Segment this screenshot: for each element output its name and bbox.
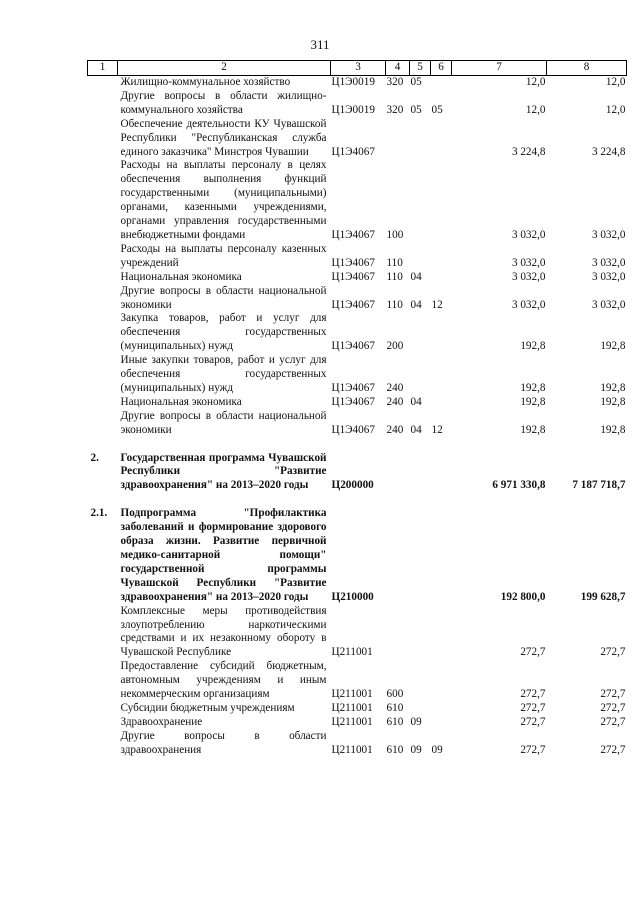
row-name: Национальная экономика — [120, 270, 242, 283]
section — [410, 118, 431, 160]
expense-type: 240 — [386, 423, 404, 436]
amount-year-1: 272,7 — [520, 743, 546, 756]
subsection — [431, 702, 452, 716]
section: 04 — [410, 395, 422, 408]
amount-year-1: 3 224,8 — [511, 145, 546, 158]
subsection: 12 — [431, 298, 443, 311]
expense-type: 240 — [386, 381, 404, 394]
amount-year-1: 12,0 — [525, 103, 546, 116]
subsection — [431, 507, 452, 604]
column-header: 6 — [431, 61, 452, 76]
column-header: 1 — [88, 61, 118, 76]
amount-year-2: 3 032,0 — [591, 256, 626, 269]
subsection — [431, 716, 452, 730]
target-article-code: Ц211001 — [331, 701, 373, 714]
row-number — [88, 271, 118, 285]
row-number — [88, 702, 118, 716]
table-row — [88, 702, 627, 716]
row-number — [88, 76, 118, 90]
table-row — [88, 159, 627, 242]
amount-year-1: 192,8 — [520, 395, 546, 408]
row-name: Подпрограмма "Профилактика заболеваний и формирование здорового образа жизни. Развитие первичной медико-санитарной помощи" государственной программы Чувашской Республики "Развитие здравоохранения" на 2013–2020 годы — [120, 507, 327, 603]
amount-year-2: 7 187 718,7 — [572, 479, 626, 492]
amount-year-2: 192,8 — [600, 340, 626, 353]
target-article-code: Ц1Э4067 — [331, 256, 375, 269]
row-name: Иные закупки товаров, работ и услуг для обеспечения государственных (муниципальных) нужд — [120, 354, 327, 394]
expense-type — [386, 452, 410, 494]
target-article-code: Ц211001 — [331, 688, 373, 701]
amount-year-1: 3 032,0 — [511, 228, 546, 241]
amount-year-2: 3 032,0 — [591, 228, 626, 241]
row-number — [88, 90, 118, 118]
amount-year-2: 12,0 — [605, 76, 626, 88]
column-header: 2 — [118, 61, 331, 76]
target-article-code: Ц1Э4067 — [331, 270, 375, 283]
amount-year-1: 192,8 — [520, 423, 546, 436]
target-article-code: Ц211001 — [331, 743, 373, 756]
table-row — [88, 660, 627, 702]
table-row — [88, 716, 627, 730]
target-article-code: Ц211001 — [331, 715, 373, 728]
expense-type — [386, 605, 410, 661]
section: 04 — [410, 298, 422, 311]
row-name: Предоставление субсидий бюджетным, автономным учреждениям и иным некоммерческим организациям — [120, 660, 327, 701]
target-article-code: Ц210000 — [331, 590, 374, 603]
section — [410, 605, 431, 661]
amount-year-1: 12,0 — [525, 76, 546, 88]
section — [410, 312, 431, 354]
target-article-code: Ц1Э4067 — [331, 145, 375, 158]
table-row — [88, 312, 627, 354]
target-article-code: Ц1Э4067 — [331, 423, 375, 436]
column-header: 5 — [410, 61, 431, 76]
expense-type — [386, 507, 410, 604]
row-number — [88, 312, 118, 354]
spacer-row — [88, 493, 627, 507]
row-name: Другие вопросы в области национальной экономики — [120, 409, 327, 436]
section — [410, 354, 431, 396]
target-article-code: Ц1Э0019 — [331, 103, 375, 116]
amount-year-2: 272,7 — [600, 646, 626, 659]
amount-year-1: 192,8 — [520, 340, 546, 353]
amount-year-1: 3 032,0 — [511, 270, 546, 283]
section — [410, 702, 431, 716]
row-number — [88, 660, 118, 702]
amount-year-2: 192,8 — [600, 395, 626, 408]
row-name: Комплексные меры противодействия злоупотреблению наркотическими средствами и их незаконному обороту в Чувашской Республике — [120, 604, 327, 659]
table-row — [88, 271, 627, 285]
expense-type: 100 — [386, 228, 404, 241]
subsection — [431, 396, 452, 410]
row-name: Расходы на выплаты персоналу в целях обеспечения выполнения функций государственными (муниципальными) органами, казенными учреждениями, органами управления государственными внебюджетными фондами — [120, 159, 327, 241]
expense-type — [386, 118, 410, 160]
table-header-row — [88, 61, 627, 76]
amount-year-2: 3 032,0 — [591, 298, 626, 311]
target-article-code: Ц1Э4067 — [331, 228, 375, 241]
section: 04 — [410, 423, 422, 436]
amount-year-2: 12,0 — [605, 103, 626, 116]
target-article-code: Ц200000 — [331, 479, 374, 492]
section: 05 — [410, 103, 422, 116]
section — [410, 660, 431, 702]
amount-year-2: 3 032,0 — [591, 270, 626, 283]
subsection: 05 — [431, 103, 443, 116]
expense-type: 610 — [386, 743, 404, 756]
table-row — [88, 396, 627, 410]
column-header: 3 — [331, 61, 386, 76]
table-row — [88, 285, 627, 313]
row-name: Другие вопросы в области национальной экономики — [120, 284, 327, 311]
expense-type: 610 — [386, 715, 404, 728]
amount-year-1: 272,7 — [520, 715, 546, 728]
table-row — [88, 243, 627, 271]
table-row — [88, 452, 627, 494]
table-row — [88, 507, 627, 604]
section: 09 — [410, 743, 422, 756]
row-name: Государственная программа Чувашской Республики "Развитие здравоохранения" на 2013–2020 годы — [120, 451, 327, 492]
row-number — [88, 716, 118, 730]
table-row — [88, 90, 627, 118]
expense-type: 240 — [386, 395, 404, 408]
table-row — [88, 730, 627, 758]
section — [410, 159, 431, 242]
spacer-cell — [88, 493, 627, 507]
target-article-code: Ц1Э4067 — [331, 395, 375, 408]
target-article-code: Ц1Э4067 — [331, 381, 375, 394]
section — [410, 452, 431, 494]
section: 09 — [410, 715, 422, 728]
target-article-code: Ц1Э4067 — [331, 298, 375, 311]
row-name: Жилищно-коммунальное хозяйство — [120, 76, 291, 88]
row-number — [88, 396, 118, 410]
row-number — [88, 285, 118, 313]
spacer-cell — [88, 438, 627, 452]
row-number — [88, 243, 118, 271]
expense-type: 200 — [386, 340, 404, 353]
row-number: 2. — [90, 451, 99, 464]
table-body — [88, 76, 627, 758]
row-name: Другие вопросы в области жилищно-коммунального хозяйства — [120, 89, 327, 116]
expense-type: 320 — [386, 103, 404, 116]
table-row — [88, 76, 627, 90]
amount-year-2: 272,7 — [600, 743, 626, 756]
table-row — [88, 605, 627, 661]
row-name: Обеспечение деятельности КУ Чувашской Республики "Республиканская служба единого заказчика" Минстроя Чувашии — [120, 117, 327, 158]
amount-year-2: 199 628,7 — [580, 590, 626, 603]
table-row — [88, 354, 627, 396]
row-name: Закупка товаров, работ и услуг для обеспечения государственных (муниципальных) нужд — [120, 312, 327, 353]
amount-year-2: 272,7 — [600, 688, 626, 701]
section — [410, 507, 431, 604]
budget-table — [87, 60, 627, 758]
expense-type: 110 — [386, 270, 403, 283]
amount-year-1: 192 800,0 — [500, 590, 546, 603]
amount-year-2: 3 224,8 — [591, 145, 626, 158]
row-number — [88, 159, 118, 242]
row-name: Здравоохранение — [120, 715, 203, 728]
row-number — [88, 354, 118, 396]
amount-year-2: 192,8 — [600, 381, 626, 394]
amount-year-1: 3 032,0 — [511, 256, 546, 269]
subsection — [431, 118, 452, 160]
subsection — [431, 159, 452, 242]
amount-year-1: 192,8 — [520, 381, 546, 394]
subsection: 12 — [431, 423, 443, 436]
column-header: 7 — [452, 61, 547, 76]
amount-year-2: 272,7 — [600, 701, 626, 714]
subsection — [431, 354, 452, 396]
page-number: 311 — [310, 37, 330, 52]
subsection — [431, 243, 452, 271]
subsection — [431, 312, 452, 354]
row-name: Субсидии бюджетным учреждениям — [120, 701, 295, 714]
expense-type: 600 — [386, 688, 404, 701]
amount-year-2: 272,7 — [600, 715, 626, 728]
section: 05 — [410, 76, 422, 88]
row-number — [88, 605, 118, 661]
row-number — [88, 730, 118, 758]
target-article-code: Ц1Э4067 — [331, 340, 375, 353]
expense-type: 320 — [386, 76, 404, 88]
expense-type: 110 — [386, 256, 403, 269]
row-name: Другие вопросы в области здравоохранения — [120, 729, 327, 756]
amount-year-1: 272,7 — [520, 646, 546, 659]
amount-year-1: 3 032,0 — [511, 298, 546, 311]
row-name: Национальная экономика — [120, 395, 242, 408]
amount-year-1: 272,7 — [520, 701, 546, 714]
subsection — [431, 605, 452, 661]
target-article-code: Ц211001 — [331, 646, 373, 659]
table-row — [88, 410, 627, 438]
subsection — [431, 271, 452, 285]
section — [410, 243, 431, 271]
amount-year-1: 6 971 330,8 — [492, 479, 546, 492]
subsection — [431, 660, 452, 702]
subsection — [431, 76, 452, 90]
amount-year-1: 272,7 — [520, 688, 546, 701]
subsection — [431, 452, 452, 494]
expense-type: 610 — [386, 701, 404, 714]
row-number — [88, 410, 118, 438]
target-article-code: Ц1Э0019 — [331, 76, 375, 88]
amount-year-2: 192,8 — [600, 423, 626, 436]
table-row — [88, 118, 627, 160]
row-number: 2.1. — [90, 507, 108, 520]
expense-type: 110 — [386, 298, 403, 311]
column-header: 8 — [547, 61, 627, 76]
spacer-row — [88, 438, 627, 452]
column-header: 4 — [386, 61, 410, 76]
row-number — [88, 118, 118, 160]
subsection: 09 — [431, 743, 443, 756]
section: 04 — [410, 270, 422, 283]
row-name: Расходы на выплаты персоналу казенных учреждений — [120, 242, 327, 269]
